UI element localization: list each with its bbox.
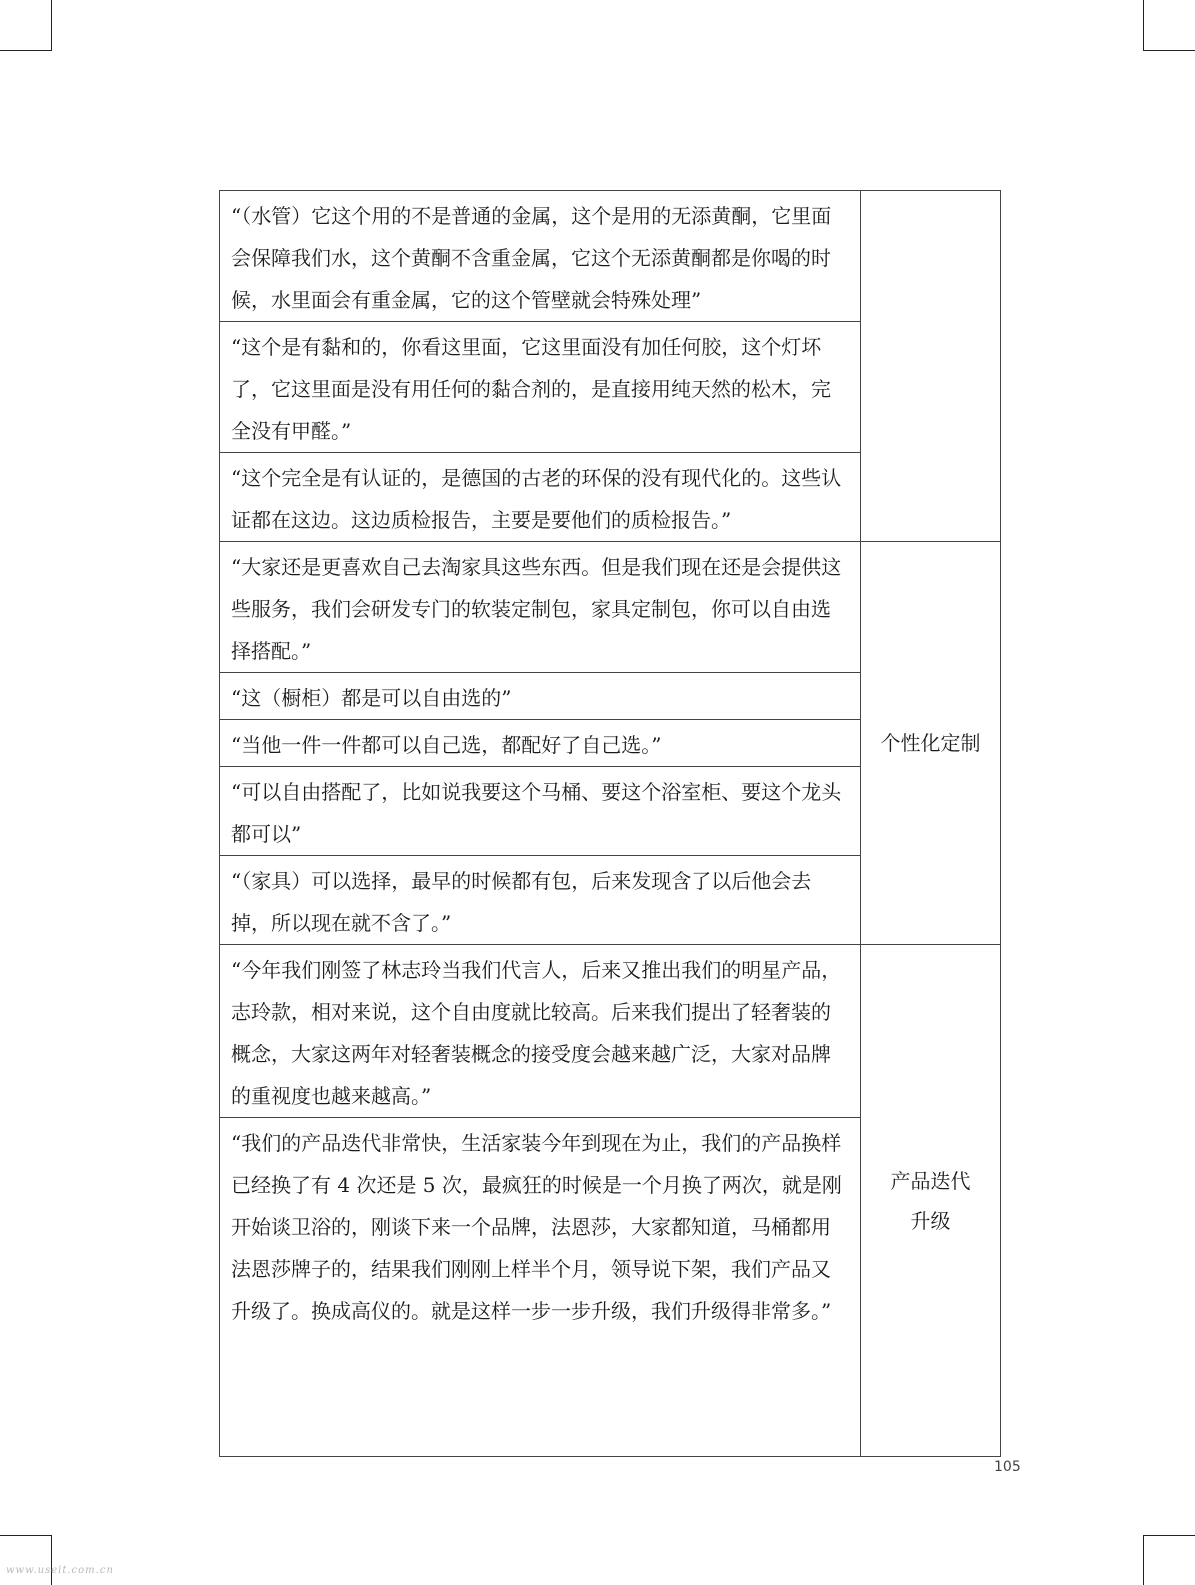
table-row [220, 945, 1001, 1118]
theme-cell [861, 191, 1001, 542]
theme-cell [861, 945, 1001, 1457]
quote-cell: “这（橱柜）都是可以自由选的” [220, 673, 861, 720]
table-row [220, 542, 1001, 673]
quote-cell: “（家具）可以选择，最早的时候都有包，后来发现含了以后他会去掉，所以现在就不含了。” [220, 856, 861, 945]
interview-quote-table [219, 190, 1001, 1457]
crop-mark-top-right-horizontal [1143, 50, 1195, 51]
quote-cell: “这个完全是有认证的，是德国的古老的环保的没有现代化的。这些认证都在这边。这边质检报告，主要是要他们的质检报告。” [220, 453, 861, 542]
quote-cell: “我们的产品迭代非常快，生活家装今年到现在为止，我们的产品换样已经换了有 4 次还是 5 次，最疯狂的时候是一个月换了两次，就是刚开始谈卫浴的，刚谈下来一个品牌，法恩莎，大家都知道，马桶都用法恩莎牌子的，结果我们刚刚上样半个月，领导说下架，我们产品又升级了。换成高仪的。就是这样一步一步升级，我们升级得非常多。” [220, 1118, 861, 1457]
crop-mark-top-left-horizontal [0, 50, 52, 51]
quote-cell: “这个是有黏和的，你看这里面，它这里面没有加任何胶，这个灯坏了，它这里面是没有用任何的黏合剂的，是直接用纯天然的松木，完全没有甲醛。” [220, 322, 861, 453]
quote-cell: “可以自由搭配了，比如说我要这个马桶、要这个浴室柜、要这个龙头都可以” [220, 767, 861, 856]
theme-cell: 个性化定制 [861, 542, 1001, 945]
quote-cell: “当他一件一件都可以自己选，都配好了自己选。” [220, 720, 861, 767]
crop-mark-top-left-vertical [51, 0, 52, 50]
crop-mark-bottom-right-horizontal [1143, 1535, 1195, 1536]
theme-label-line: 产品迭代 [890, 1168, 971, 1193]
quote-cell: “（水管）它这个用的不是普通的金属，这个是用的无添黄酮，它里面会保障我们水，这个黄酮不含重金属，它这个无添黄酮都是你喝的时候，水里面会有重金属，它的这个管壁就会特殊处理” [220, 191, 861, 322]
watermark-text: www.useit.com.cn [6, 1565, 114, 1576]
crop-mark-bottom-right-vertical [1143, 1535, 1144, 1585]
quote-cell: “大家还是更喜欢自己去淘家具这些东西。但是我们现在还是会提供这些服务，我们会研发专门的软装定制包，家具定制包，你可以自由选择搭配。” [220, 542, 861, 673]
quote-cell: “今年我们刚签了林志玲当我们代言人，后来又推出我们的明星产品，志玲款，相对来说，这个自由度就比较高。后来我们提出了轻奢装的概念，大家这两年对轻奢装概念的接受度会越来越广泛，大家对品牌的重视度也越来越高。” [220, 945, 861, 1118]
theme-label-line: 升级 [910, 1208, 951, 1233]
table-row [220, 191, 1001, 322]
crop-mark-bottom-left-horizontal [0, 1535, 52, 1536]
crop-mark-bottom-left-vertical [51, 1535, 52, 1585]
crop-mark-top-right-vertical [1143, 0, 1144, 50]
page-number: 105 [994, 1459, 1021, 1475]
